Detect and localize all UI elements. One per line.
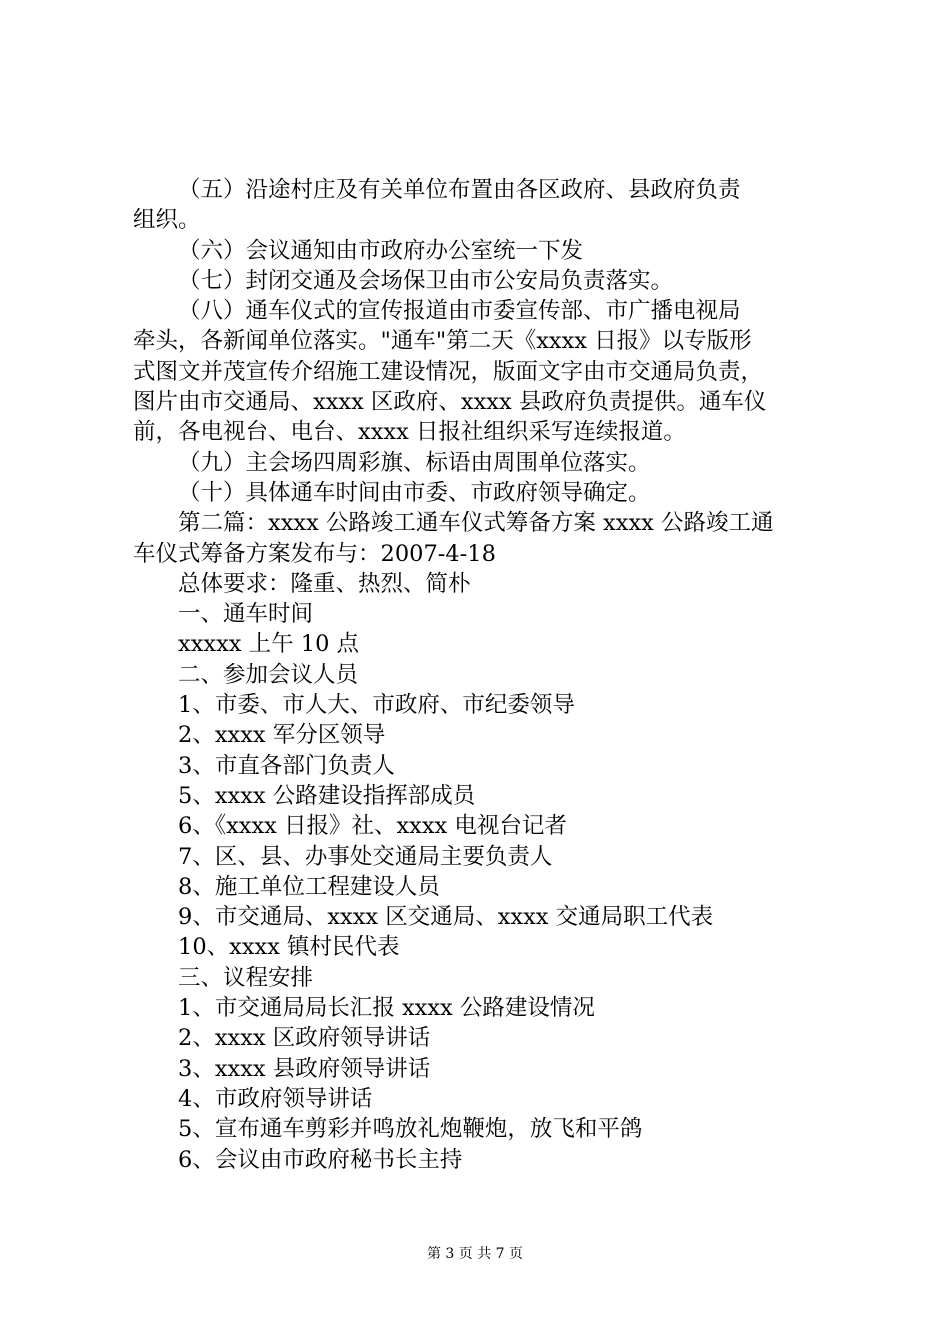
section-heading-line: 第二篇：xxxx 公路竣工通车仪式筹备方案 xxxx 公路竣工通 [178, 510, 774, 537]
paragraph-line: 总体要求：隆重、热烈、简朴 [178, 570, 471, 597]
list-item: 3、xxxx 县政府领导讲话 [178, 1055, 431, 1082]
list-item: 6、《xxxx 日报》社、xxxx 电视台记者 [178, 813, 567, 840]
paragraph-line: （九）主会场四周彩旗、标语由周围单位落实。 [178, 449, 651, 476]
paragraph-line: （八）通车仪式的宣传报道由市委宣传部、市广播电视局 [178, 298, 741, 325]
list-item: 3、市直各部门负责人 [178, 752, 395, 779]
list-item: 1、市委、市人大、市政府、市纪委领导 [178, 692, 575, 719]
paragraph-line: 组织。 [133, 207, 201, 234]
paragraph-line: 式图文并茂宣传介绍施工建设情况，版面文字由市交通局负责， [133, 358, 764, 385]
paragraph-line: （七）封闭交通及会场保卫由市公安局负责落实。 [178, 267, 674, 294]
list-item: 10、xxxx 镇村民代表 [178, 934, 400, 961]
paragraph-line: （十）具体通车时间由市委、市政府领导确定。 [178, 479, 651, 506]
list-heading: 一、通车时间 [178, 601, 314, 628]
list-item: xxxxx 上午 10 点 [178, 631, 360, 658]
list-heading: 三、议程安排 [178, 964, 314, 991]
paragraph-line: 前，各电视台、电台、xxxx 日报社组织采写连续报道。 [133, 419, 686, 446]
list-item: 2、xxxx 区政府领导讲话 [178, 1025, 431, 1052]
list-item: 5、xxxx 公路建设指挥部成员 [178, 782, 476, 809]
page-footer: 第 3 页 共 7 页 [426, 1246, 524, 1262]
list-item: 5、宣布通车剪彩并鸣放礼炮鞭炮，放飞和平鸽 [178, 1116, 643, 1143]
list-item: 8、施工单位工程建设人员 [178, 873, 440, 900]
list-heading: 二、参加会议人员 [178, 661, 359, 688]
paragraph-line: 牵头，各新闻单位落实。"通车"第二天《xxxx 日报》以专版形 [133, 328, 752, 355]
list-item: 9、市交通局、xxxx 区交通局、xxxx 交通局职工代表 [178, 904, 714, 931]
paragraph-line: （五）沿途村庄及有关单位布置由各区政府、县政府负责 [178, 177, 741, 203]
paragraph-line: 图片由市交通局、xxxx 区政府、xxxx 县政府负责提供。通车仪 [133, 389, 767, 416]
list-item: 2、xxxx 军分区领导 [178, 722, 386, 749]
section-heading-line: 车仪式筹备方案发布与：2007-4-18 [133, 540, 496, 567]
paragraph-line: （六）会议通知由市政府办公室统一下发 [178, 237, 584, 264]
list-item: 7、区、县、办事处交通局主要负责人 [178, 843, 553, 870]
list-item: 4、市政府领导讲话 [178, 1085, 373, 1112]
list-item: 1、市交通局局长汇报 xxxx 公路建设情况 [178, 995, 595, 1022]
list-item: 6、会议由市政府秘书长主持 [178, 1146, 463, 1173]
document-body [133, 175, 843, 1175]
